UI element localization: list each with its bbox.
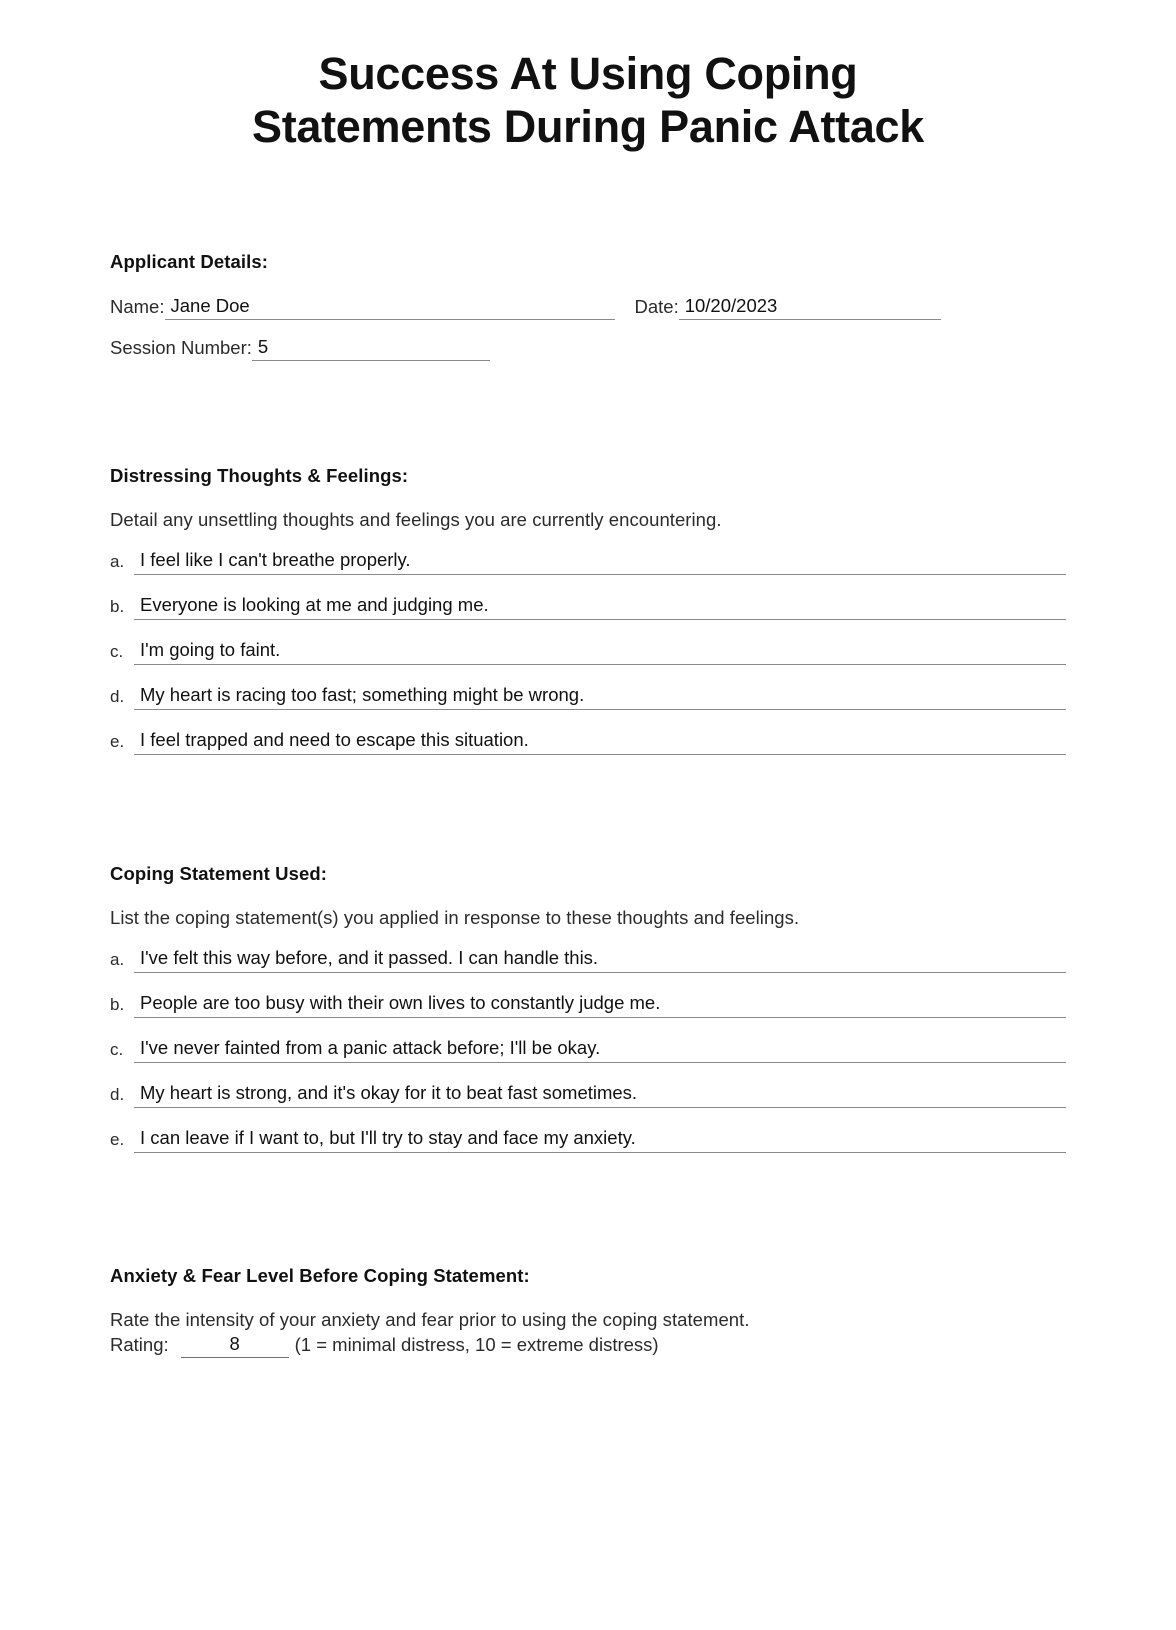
rating-scale-legend: (1 = minimal distress, 10 = extreme distress) [294,1334,659,1356]
name-label: Name: [110,296,165,318]
page-title-line-1: Success At Using Coping [318,48,858,99]
list-item [110,639,1066,665]
list-item [110,684,1066,710]
coping-statement-input-a[interactable]: I've felt this way before, and it passed. I can handle this. [134,947,1066,973]
list-item-letter: c. [110,1040,124,1060]
list-item [110,549,1066,575]
rating-label: Rating: [110,1334,169,1356]
list-item [110,729,1066,755]
distressing-thought-input-d[interactable]: My heart is racing too fast; something might be wrong. [134,684,1066,710]
distressing-thoughts-instruction: Detail any unsettling thoughts and feelings you are currently encountering. [110,509,722,531]
list-item-letter: c. [110,642,124,662]
name-field[interactable]: Jane Doe [165,295,615,320]
date-label: Date: [634,296,679,318]
list-item-letter: e. [110,732,125,752]
coping-statement-input-b[interactable]: People are too busy with their own lives to constantly judge me. [134,992,1066,1018]
list-item-letter: a. [110,950,125,970]
list-item [110,947,1066,973]
distressing-thought-input-b[interactable]: Everyone is looking at me and judging me. [134,594,1066,620]
coping-statement-input-c[interactable]: I've never fainted from a panic attack before; I'll be okay. [134,1037,1066,1063]
session-row [110,336,1066,361]
distressing-thought-input-e[interactable]: I feel trapped and need to escape this situation. [134,729,1066,755]
date-field[interactable]: 10/20/2023 [679,295,941,320]
coping-statement-input-d[interactable]: My heart is strong, and it's okay for it to beat fast sometimes. [134,1082,1066,1108]
rating-input[interactable]: 8 [181,1333,289,1358]
coping-statement-list [110,947,1066,1153]
list-item-letter: b. [110,597,125,617]
session-number-field[interactable]: 5 [252,336,490,361]
distressing-thoughts-heading: Distressing Thoughts & Feelings: [110,465,409,487]
applicant-details-section [110,251,1066,361]
anxiety-fear-level-heading: Anxiety & Fear Level Before Coping Statement: [110,1265,530,1287]
anxiety-fear-level-instruction: Rate the intensity of your anxiety and fear prior to using the coping statement. [110,1309,750,1331]
name-date-row [110,295,1066,320]
list-item-letter: a. [110,552,125,572]
list-item-letter: b. [110,995,125,1015]
coping-statement-heading: Coping Statement Used: [110,863,328,885]
anxiety-fear-level-section [110,1265,1066,1358]
coping-statement-section [110,863,1066,1153]
list-item [110,1082,1066,1108]
list-item [110,594,1066,620]
list-item-letter: e. [110,1130,125,1150]
distressing-thought-input-a[interactable]: I feel like I can't breathe properly. [134,549,1066,575]
coping-statement-input-e[interactable]: I can leave if I want to, but I'll try to stay and face my anxiety. [134,1127,1066,1153]
list-item [110,992,1066,1018]
coping-statement-instruction: List the coping statement(s) you applied in response to these thoughts and feelings. [110,907,800,929]
distressing-thoughts-section [110,465,1066,755]
list-item-letter: d. [110,1085,125,1105]
distressing-thought-input-c[interactable]: I'm going to faint. [134,639,1066,665]
distressing-thoughts-list [110,549,1066,755]
list-item-letter: d. [110,687,125,707]
session-number-label: Session Number: [110,337,252,359]
applicant-details-heading: Applicant Details: [110,251,269,273]
list-item [110,1127,1066,1153]
rating-row [110,1333,1066,1358]
list-item [110,1037,1066,1063]
page-title [110,0,1066,153]
page-title-line-2: Statements During Panic Attack [252,100,924,152]
